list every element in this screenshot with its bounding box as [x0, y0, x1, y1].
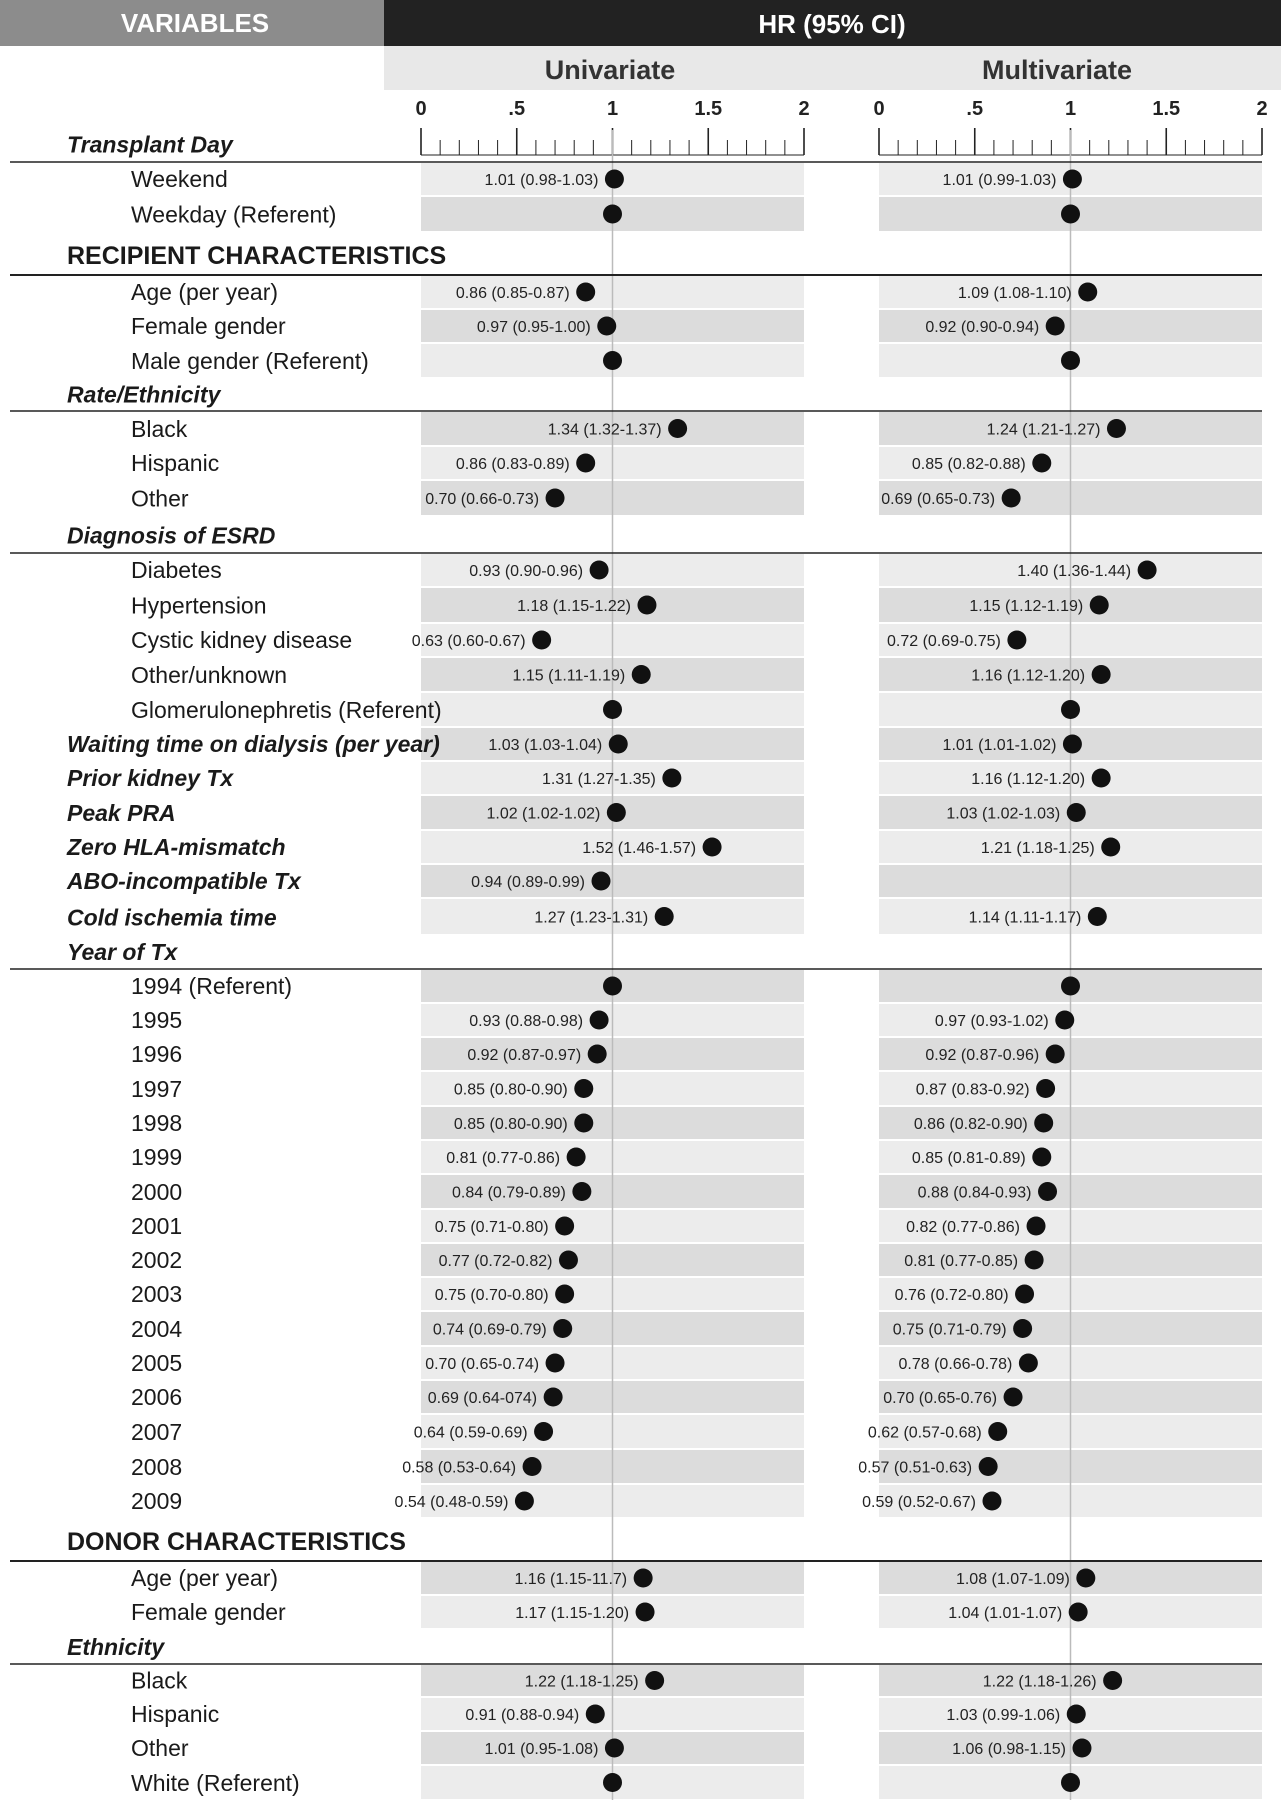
univariate-value-label: 1.03 (1.03-1.04): [488, 737, 603, 754]
univariate-point: [572, 1182, 591, 1201]
multivariate-point: [1138, 561, 1157, 580]
row-label: 2009: [131, 1488, 183, 1515]
multivariate-value-label: 0.75 (0.71-0.79): [892, 1321, 1007, 1339]
row-label: Other: [131, 1735, 189, 1762]
multivariate-value-label: 0.69 (0.65-0.73): [881, 491, 996, 508]
multivariate-point: [1019, 1354, 1038, 1373]
univariate-point: [546, 1354, 565, 1373]
row-label: Weekend: [131, 166, 228, 193]
multivariate-point: [1067, 803, 1086, 822]
univariate-point: [555, 1285, 574, 1304]
multivariate-point: [1088, 907, 1107, 926]
multivariate-point: [1036, 1079, 1055, 1098]
multivariate-value-label: 1.16 (1.12-1.20): [971, 771, 1086, 788]
row-label: 1999: [131, 1144, 183, 1171]
rows: [10, 132, 1262, 1796]
multivariate-point: [1061, 977, 1080, 996]
univariate-value-label: 1.17 (1.15-1.20): [515, 1605, 630, 1622]
multivariate-value-label: 0.88 (0.84-0.93): [917, 1184, 1032, 1202]
x-tick-label: 1: [606, 98, 619, 120]
x-tick-label: .5: [966, 98, 984, 120]
group-label: Peak PRA: [67, 799, 176, 826]
univariate-value-label: 0.86 (0.85-0.87): [455, 285, 570, 302]
multivariate-value-label: 1.14 (1.11-1.17): [968, 909, 1082, 927]
multivariate-point: [1078, 283, 1097, 302]
multivariate-point: [1092, 769, 1111, 788]
row-label: 2006: [131, 1384, 183, 1411]
univariate-value-label: 0.64 (0.59-0.69): [413, 1424, 528, 1442]
univariate-point: [645, 1671, 664, 1690]
multivariate-value-label: 0.85 (0.81-0.89): [911, 1150, 1026, 1167]
row-label: 1998: [131, 1110, 183, 1137]
multivariate-header: Multivariate: [981, 55, 1133, 85]
univariate-point: [590, 1011, 609, 1030]
multivariate-point: [1063, 170, 1082, 189]
subheader-bg: [384, 46, 1281, 90]
multivariate-value-label: 0.59 (0.52-0.67): [862, 1494, 976, 1511]
univariate-value-label: 0.86 (0.83-0.89): [455, 456, 570, 473]
multivariate-point: [1061, 351, 1080, 370]
multivariate-value-label: 0.76 (0.72-0.80): [894, 1287, 1009, 1304]
row-bands: [421, 163, 1262, 1799]
univariate-value-label: 0.92 (0.87-0.97): [467, 1047, 582, 1064]
multivariate-value-label: 1.16 (1.12-1.20): [971, 667, 1086, 685]
univariate-value-label: 1.01 (0.95-1.08): [484, 1741, 599, 1758]
univariate-value-label: 1.18 (1.15-1.22): [517, 598, 631, 615]
univariate-value-label: 1.52 (1.46-1.57): [582, 840, 697, 857]
multivariate-value-label: 0.82 (0.77-0.86): [906, 1219, 1021, 1236]
multivariate-point: [1090, 596, 1109, 615]
multivariate-point: [982, 1492, 1001, 1511]
group-label: Waiting time on dialysis (per year): [67, 731, 440, 758]
row-label: Glomerulonephretis (Referent): [131, 696, 442, 723]
univariate-point: [607, 803, 626, 822]
univariate-point: [544, 1388, 563, 1407]
row-label: Other/unknown: [131, 661, 287, 688]
row-label: Black: [131, 1667, 188, 1694]
row-label: Diabetes: [131, 557, 222, 584]
variables-header: VARIABLES: [120, 8, 270, 38]
univariate-value-label: 0.91 (0.88-0.94): [465, 1707, 580, 1724]
reference-lines: [613, 130, 1071, 1800]
univariate-point: [555, 1217, 574, 1236]
univariate-point: [534, 1422, 553, 1441]
multivariate-value-label: 1.04 (1.01-1.07): [948, 1605, 1063, 1622]
univariate-value-label: 1.01 (0.98-1.03): [484, 172, 599, 189]
row-label: Cystic kidney disease: [131, 627, 353, 654]
multivariate-point: [1063, 735, 1082, 754]
row-label: 2008: [131, 1453, 183, 1480]
multivariate-point: [1061, 1773, 1080, 1792]
row-label: Weekday (Referent): [131, 201, 337, 228]
hr-ci-header: HR (95% CI): [758, 9, 906, 39]
univariate-value-label: 0.81 (0.77-0.86): [446, 1150, 561, 1167]
multivariate-value-label: 0.57 (0.51-0.63): [858, 1459, 973, 1477]
univariate-point: [576, 454, 595, 473]
row-label: Hypertension: [131, 592, 267, 619]
row-label: Female gender: [131, 313, 286, 340]
group-label: ABO-incompatible Tx: [67, 868, 301, 895]
x-tick-label: .5: [508, 98, 526, 120]
univariate-value-label: 1.34 (1.32-1.37): [547, 421, 662, 439]
univariate-value-label: 0.85 (0.80-0.90): [453, 1081, 568, 1099]
univariate-point: [603, 1773, 622, 1792]
univariate-point: [603, 700, 622, 719]
multivariate-point: [1076, 1569, 1095, 1588]
multivariate-value-label: 0.92 (0.90-0.94): [925, 319, 1040, 336]
row-label: Male gender (Referent): [131, 347, 369, 374]
row-label: Hispanic: [131, 1701, 220, 1728]
multivariate-point: [1032, 454, 1051, 473]
univariate-point: [567, 1148, 586, 1167]
multivariate-value-label: 1.09 (1.08-1.10): [957, 285, 1072, 302]
univariate-value-label: 1.15 (1.11-1.19): [512, 667, 626, 685]
multivariate-point: [1107, 419, 1126, 438]
row-label: 1997: [131, 1075, 183, 1102]
multivariate-point: [1032, 1148, 1051, 1167]
univariate-value-label: 0.75 (0.71-0.80): [434, 1219, 549, 1236]
univariate-value-label: 0.70 (0.66-0.73): [425, 491, 540, 508]
univariate-point: [632, 665, 651, 684]
row-label: Age (per year): [131, 279, 279, 306]
row-label: 2001: [131, 1213, 183, 1240]
univariate-point: [546, 489, 565, 508]
multivariate-point: [1101, 838, 1120, 857]
univariate-value-label: 1.02 (1.02-1.02): [486, 805, 601, 823]
multivariate-value-label: 0.81 (0.77-0.85): [904, 1253, 1019, 1270]
univariate-value-label: 0.70 (0.65-0.74): [425, 1356, 540, 1373]
group-label: Transplant Day: [67, 131, 233, 158]
univariate-point: [515, 1492, 534, 1511]
univariate-point: [634, 1569, 653, 1588]
univariate-point: [574, 1114, 593, 1133]
multivariate-point: [1004, 1388, 1023, 1407]
multivariate-value-label: 0.85 (0.82-0.88): [911, 456, 1026, 473]
univariate-value-label: 1.22 (1.18-1.25): [524, 1673, 639, 1691]
multivariate-value-label: 1.22 (1.18-1.26): [982, 1673, 1097, 1691]
multivariate-point: [1046, 317, 1065, 336]
univariate-point: [636, 1603, 655, 1622]
univariate-value-label: 1.31 (1.27-1.35): [542, 771, 656, 788]
multivariate-value-label: 0.72 (0.69-0.75): [887, 633, 1001, 650]
multivariate-point: [1025, 1251, 1044, 1270]
row-label: White (Referent): [131, 1769, 300, 1796]
multivariate-value-label: 0.87 (0.83-0.92): [915, 1081, 1030, 1099]
row-label: 2000: [131, 1178, 183, 1205]
univariate-value-label: 1.27 (1.23-1.31): [534, 909, 649, 927]
multivariate-point: [1038, 1182, 1057, 1201]
univariate-point: [609, 735, 628, 754]
multivariate-point: [1034, 1114, 1053, 1133]
row-label: Female gender: [131, 1599, 286, 1626]
univariate-point: [655, 907, 674, 926]
x-tick-label: 0: [873, 98, 885, 120]
univariate-point: [576, 283, 595, 302]
row-label: Age (per year): [131, 1565, 279, 1592]
row-label: Black: [131, 415, 188, 442]
multivariate-point: [1103, 1671, 1122, 1690]
univariate-value-label: 0.58 (0.53-0.64): [402, 1459, 517, 1477]
x-tick-label: 1.5: [1152, 98, 1181, 120]
group-label: Prior kidney Tx: [67, 765, 234, 792]
univariate-value-label: 1.16 (1.15-11.7): [514, 1571, 628, 1588]
multivariate-point: [1055, 1011, 1074, 1030]
univariate-value-label: 0.69 (0.64-074): [427, 1390, 538, 1407]
row-label: 2007: [131, 1418, 183, 1445]
univariate-value-label: 0.93 (0.90-0.96): [469, 563, 584, 580]
univariate-value-label: 0.84 (0.79-0.89): [452, 1184, 566, 1202]
multivariate-point: [1013, 1319, 1032, 1338]
multivariate-point: [1072, 1739, 1091, 1758]
multivariate-value-label: 0.97 (0.93-1.02): [934, 1013, 1049, 1030]
univariate-point: [588, 1045, 607, 1064]
univariate-point: [603, 205, 622, 224]
row-label: 2004: [131, 1315, 183, 1342]
x-tick-label: 1.5: [694, 98, 723, 120]
multivariate-point: [1067, 1705, 1086, 1724]
row-label: 2002: [131, 1247, 183, 1274]
group-label: Year of Tx: [67, 939, 178, 966]
multivariate-value-label: 1.01 (1.01-1.02): [942, 737, 1057, 754]
row-label: 1994 (Referent): [131, 973, 293, 1000]
multivariate-point: [988, 1422, 1007, 1441]
group-label: Rate/Ethnicity: [67, 381, 221, 408]
axes: [415, 98, 1267, 155]
multivariate-value-label: 1.08 (1.07-1.09): [955, 1571, 1070, 1588]
univariate-point: [590, 561, 609, 580]
univariate-point: [586, 1705, 605, 1724]
section-label: RECIPIENT CHARACTERISTICS: [67, 241, 447, 270]
univariate-point: [603, 351, 622, 370]
multivariate-value-label: 0.78 (0.66-0.78): [898, 1356, 1013, 1373]
univariate-value-label: 0.93 (0.88-0.98): [469, 1013, 584, 1030]
x-tick-label: 2: [798, 98, 810, 120]
multivariate-value-label: 1.03 (0.99-1.06): [946, 1707, 1061, 1724]
multivariate-value-label: 0.86 (0.82-0.90): [913, 1116, 1028, 1133]
univariate-point: [605, 170, 624, 189]
multivariate-point: [1027, 1217, 1046, 1236]
multivariate-value-label: 0.62 (0.57-0.68): [867, 1424, 982, 1442]
multivariate-value-label: 1.21 (1.18-1.25): [980, 840, 1095, 857]
row-label: 1996: [131, 1041, 183, 1068]
univariate-value-label: 0.74 (0.69-0.79): [432, 1321, 547, 1339]
row-label: 2005: [131, 1350, 183, 1377]
univariate-point: [532, 631, 551, 650]
group-label: Ethnicity: [67, 1633, 165, 1660]
x-tick-label: 0: [415, 98, 427, 120]
multivariate-point: [1092, 665, 1111, 684]
univariate-point: [592, 872, 611, 891]
multivariate-value-label: 1.15 (1.12-1.19): [969, 598, 1084, 615]
multivariate-point: [1046, 1045, 1065, 1064]
univariate-point: [553, 1319, 572, 1338]
x-tick-label: 2: [1256, 98, 1268, 120]
multivariate-value-label: 1.03 (1.02-1.03): [946, 805, 1061, 823]
section-label: DONOR CHARACTERISTICS: [67, 1527, 406, 1556]
univariate-point: [605, 1739, 624, 1758]
multivariate-value-label: 1.24 (1.21-1.27): [986, 421, 1101, 439]
univariate-point: [668, 419, 687, 438]
multivariate-value-label: 1.40 (1.36-1.44): [1017, 563, 1132, 580]
univariate-point: [559, 1251, 578, 1270]
multivariate-value-label: 0.92 (0.87-0.96): [925, 1047, 1040, 1064]
univariate-point: [603, 977, 622, 996]
multivariate-value-label: 0.70 (0.65-0.76): [883, 1390, 998, 1407]
multivariate-point: [1015, 1285, 1034, 1304]
multivariate-point: [1061, 205, 1080, 224]
univariate-point: [703, 838, 722, 857]
multivariate-value-label: 1.01 (0.99-1.03): [942, 172, 1057, 189]
multivariate-point: [1007, 631, 1026, 650]
univariate-point: [523, 1457, 542, 1476]
multivariate-value-label: 1.06 (0.98-1.15): [952, 1741, 1066, 1758]
univariate-point: [574, 1079, 593, 1098]
multivariate-point: [979, 1457, 998, 1476]
row-label: Other: [131, 485, 189, 512]
x-tick-label: 1: [1064, 98, 1077, 120]
group-label: Diagnosis of ESRD: [67, 522, 276, 549]
group-label: Cold ischemia time: [67, 904, 277, 931]
univariate-point: [637, 596, 656, 615]
univariate-value-label: 0.97 (0.95-1.00): [476, 319, 591, 336]
univariate-value-label: 0.63 (0.60-0.67): [411, 633, 526, 650]
row-label: 2003: [131, 1281, 183, 1308]
multivariate-point: [1061, 700, 1080, 719]
group-label: Zero HLA-mismatch: [67, 834, 286, 861]
multivariate-point: [1002, 489, 1021, 508]
univariate-value-label: 0.77 (0.72-0.82): [438, 1253, 553, 1270]
multivariate-point: [1069, 1603, 1088, 1622]
univariate-value-label: 0.85 (0.80-0.90): [453, 1116, 568, 1133]
univariate-point: [662, 769, 681, 788]
univariate-value-label: 0.94 (0.89-0.99): [471, 874, 586, 891]
univariate-header: Univariate: [544, 55, 676, 85]
row-label: Hispanic: [131, 450, 220, 477]
row-label: 1995: [131, 1007, 183, 1034]
univariate-value-label: 0.75 (0.70-0.80): [434, 1287, 549, 1304]
univariate-value-label: 0.54 (0.48-0.59): [394, 1494, 509, 1511]
univariate-point: [597, 317, 616, 336]
